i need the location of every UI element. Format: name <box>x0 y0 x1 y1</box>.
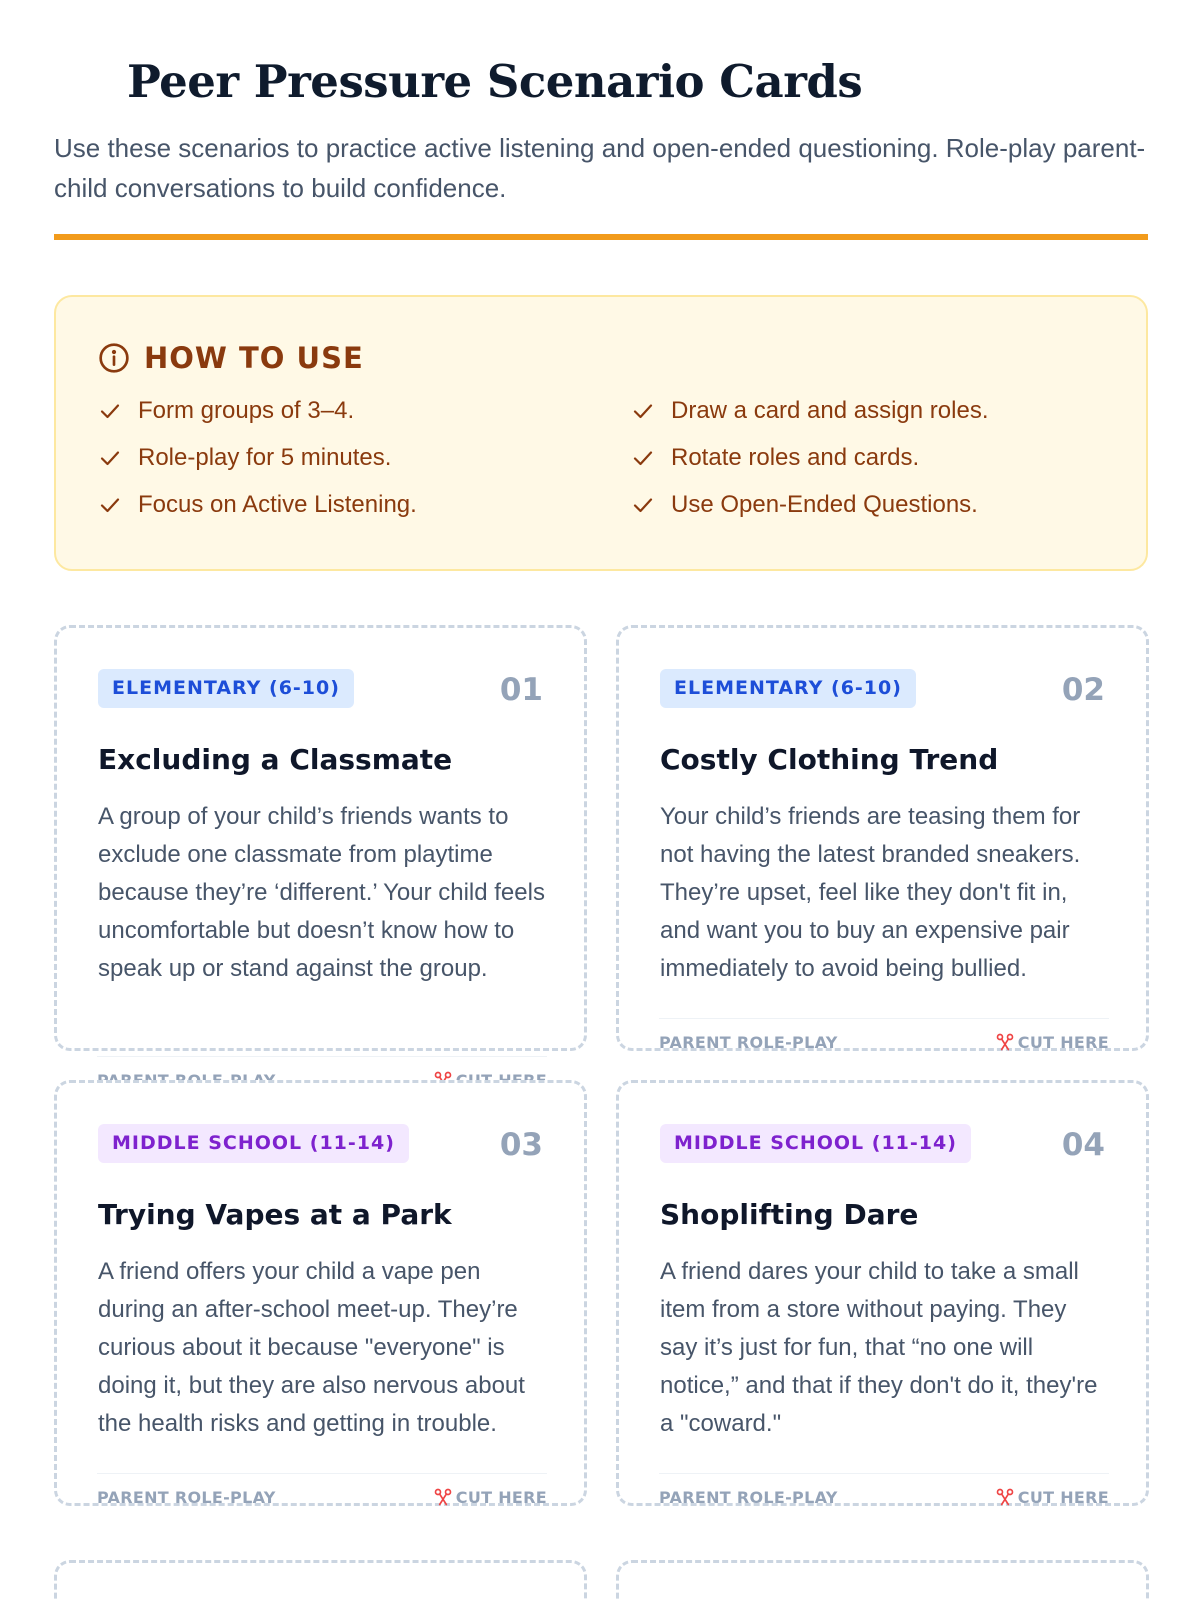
card-description: A friend dares your child to take a small item from a store without paying. They say it’s just for fun, that “no one will notice,” and that if they don't do it, they're a "coward." <box>660 1258 1098 1437</box>
cut-here-label: CUT HERE <box>1017 1032 1109 1052</box>
age-group-tag: MIDDLE SCHOOL (11-14) <box>660 1124 971 1163</box>
scissors-icon <box>433 1487 453 1507</box>
how-to-step <box>631 491 978 519</box>
card-description: Your child’s friends are teasing them for not having the latest branded sneakers. They’re upset, feel like they don't fit in, and want you to buy an expensive pair immediately to avoid being bullied. <box>660 803 1081 982</box>
cut-here-label: CUT HERE <box>1017 1487 1109 1507</box>
card-footer <box>659 1018 1109 1052</box>
scenario-card[interactable] <box>54 1080 587 1506</box>
how-to-step-text: Rotate roles and cards. <box>671 444 920 471</box>
card-title: Trying Vapes at a Park <box>98 1198 452 1231</box>
info-circle-icon <box>98 342 130 374</box>
how-to-step <box>631 444 919 472</box>
cut-here-marker <box>433 1487 547 1507</box>
check-icon <box>98 493 122 517</box>
card-title: Costly Clothing Trend <box>660 743 999 776</box>
card-number: 02 <box>1061 672 1105 708</box>
scenario-card[interactable] <box>616 1560 1149 1600</box>
card-footer <box>97 1473 547 1507</box>
check-icon <box>631 446 655 470</box>
page-title: Peer Pressure Scenario Cards <box>127 55 863 108</box>
intro-text: Use these scenarios to practice active listening and open-ended questioning. Role-play parent-child conversations to build confidence. <box>54 133 1146 203</box>
cut-here-label: CUT HERE <box>455 1487 547 1507</box>
how-to-step <box>98 444 391 472</box>
scissors-icon <box>995 1487 1015 1507</box>
age-group-tag: ELEMENTARY (6-10) <box>660 669 916 708</box>
how-to-use-title: HOW TO USE <box>144 341 364 375</box>
check-icon <box>98 446 122 470</box>
card-title: Excluding a Classmate <box>98 743 453 776</box>
check-icon <box>631 493 655 517</box>
how-to-step <box>98 397 354 425</box>
check-icon <box>98 399 122 423</box>
card-number: 01 <box>499 672 543 708</box>
age-group-tag: ELEMENTARY (6-10) <box>98 669 354 708</box>
card-description: A friend offers your child a vape pen during an after-school meet-up. They’re curious about it because "everyone" is doing it, but they are also nervous about the health risks and getting in trouble. <box>98 1258 525 1437</box>
how-to-step-text: Form groups of 3–4. <box>138 397 355 424</box>
how-to-step <box>98 491 417 519</box>
scenario-card[interactable] <box>616 1080 1149 1506</box>
card-description: A group of your child’s friends wants to exclude one classmate from playtime because they’re ‘different.’ Your child feels uncomfortable but doesn’t know how to speak up or stand against the group. <box>98 803 545 982</box>
scenario-card[interactable] <box>54 1560 587 1600</box>
scenario-card[interactable] <box>616 625 1149 1051</box>
card-footer <box>659 1473 1109 1507</box>
how-to-step-text: Focus on Active Listening. <box>138 491 417 518</box>
age-group-tag: MIDDLE SCHOOL (11-14) <box>98 1124 409 1163</box>
scenario-card[interactable] <box>54 625 587 1051</box>
title-divider <box>54 234 1148 240</box>
role-play-label: PARENT ROLE-PLAY <box>659 1488 838 1507</box>
card-title: Shoplifting Dare <box>660 1198 919 1231</box>
cut-here-marker <box>995 1032 1109 1052</box>
how-to-use-panel <box>54 295 1148 571</box>
card-number: 03 <box>499 1127 543 1163</box>
scissors-icon <box>995 1032 1015 1052</box>
how-to-step <box>631 397 988 425</box>
cut-here-marker <box>995 1487 1109 1507</box>
role-play-label: PARENT ROLE-PLAY <box>659 1033 838 1052</box>
role-play-label: PARENT ROLE-PLAY <box>97 1488 276 1507</box>
how-to-step-text: Draw a card and assign roles. <box>671 397 989 424</box>
how-to-step-text: Use Open-Ended Questions. <box>671 491 978 518</box>
card-number: 04 <box>1061 1127 1105 1163</box>
check-icon <box>631 399 655 423</box>
how-to-use-header <box>98 341 364 375</box>
how-to-step-text: Role-play for 5 minutes. <box>138 444 392 471</box>
